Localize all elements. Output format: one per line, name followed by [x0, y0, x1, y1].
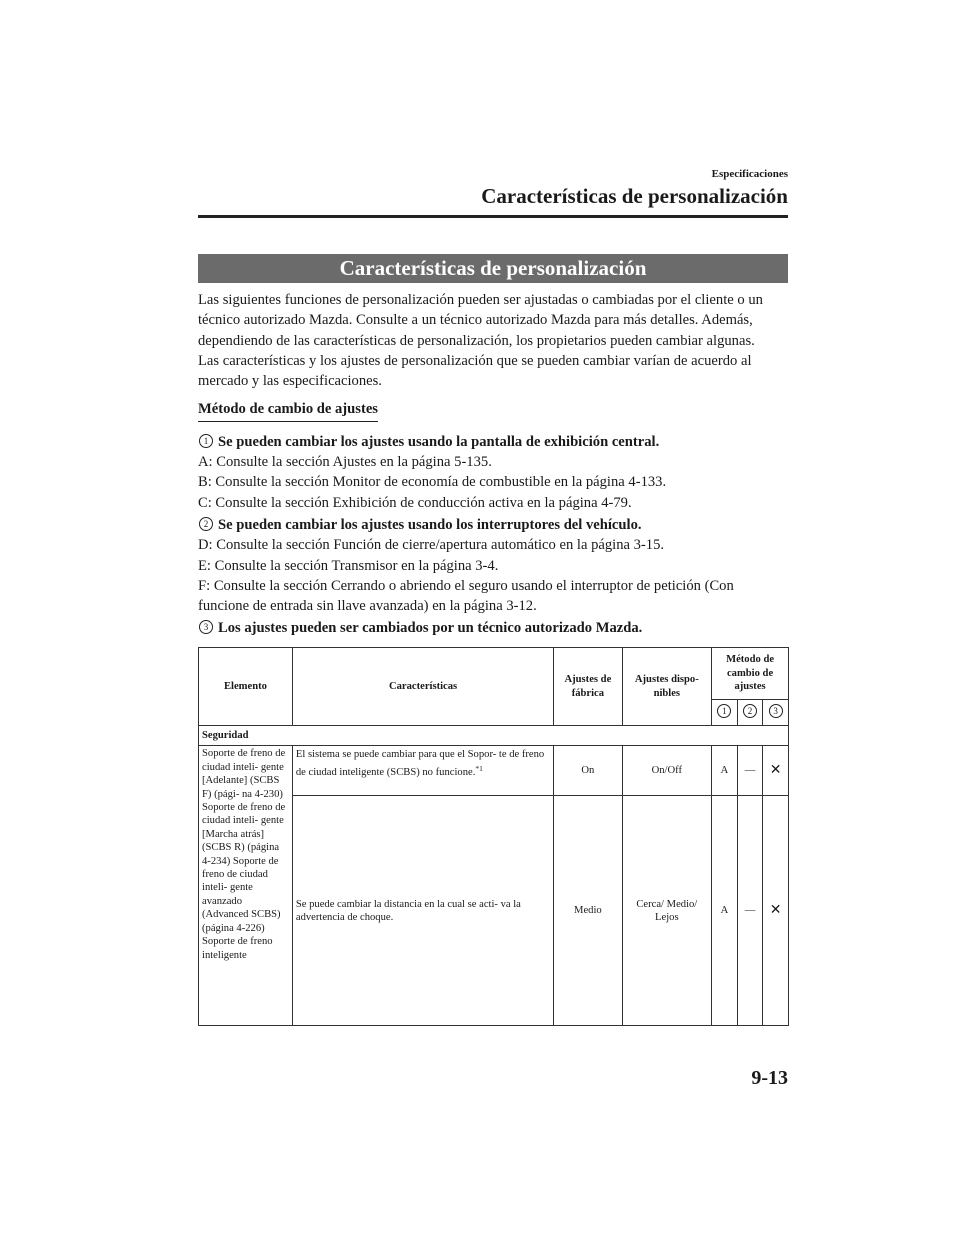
body-text [198, 290, 788, 639]
circled-number-2-icon: 2 [199, 517, 213, 531]
dash-icon: — [737, 796, 763, 1026]
method-1-value: A [712, 746, 738, 796]
header-elemento: Elemento [199, 648, 293, 726]
intro-paragraph-1: Las siguientes funciones de personalización pueden ser ajustadas o cambiadas por el cliente o un técnico autorizado Mazda. Consulte a un técnico autorizado Mazda para más detalles. Además, dependiendo de las características de personalización, los propietarios pueden cambiar algunas. [198, 292, 763, 349]
page-number: 9-13 [751, 1067, 788, 1089]
header-rule [198, 215, 788, 218]
customization-table [198, 647, 789, 1026]
circled-number-3-icon: 3 [769, 704, 783, 718]
feature-text: El sistema se puede cambiar para que el Sopor- te de freno de ciudad inteligente (SCBS) no funcione. [295, 749, 545, 778]
header-method-1-cell [712, 700, 738, 726]
table-row [199, 746, 789, 796]
method-subheading: Método de cambio de ajustes [198, 399, 378, 421]
intro-paragraph-2: Las características y los ajustes de personalización que se pueden cambiar varían de acuerdo al mercado y las especificaciones. [198, 352, 752, 390]
method-3-title: Los ajustes pueden ser cambiados por un técnico autorizado Mazda. [218, 620, 643, 637]
element-cell: Soporte de freno de ciudad inteli- gente [Adelante] (SCBS F) (pági- na 4-230) Soporte de freno de ciudad inteli- gente [Marcha atrás] (SCBS R) (página 4-234) Soporte de freno de ciudad inteli- gente avanzado (Advanced SCBS) (página 4-226) Soporte de freno inteligente [199, 746, 293, 1026]
header-metodo: Método de cambio de ajustes [712, 648, 789, 700]
method-line-d: D: Consulte la sección Función de cierre/apertura automático en la página 3-15. [198, 537, 665, 554]
method-2-heading [198, 515, 788, 535]
header-method-2-cell [737, 700, 763, 726]
footnote-marker: *1 [475, 763, 483, 773]
header-fabrica: Ajustes de fábrica [554, 648, 622, 726]
group-row-seguridad: Seguridad [199, 726, 789, 746]
header-caracteristicas: Características [292, 648, 553, 726]
circled-number-2-icon: 2 [743, 704, 757, 718]
circled-number-1-icon: 1 [717, 704, 731, 718]
method-line-a: A: Consulte la sección Ajustes en la página 5-135. [198, 454, 492, 471]
method-2-title: Se pueden cambiar los ajustes usando los interruptores del vehículo. [218, 516, 642, 533]
method-line-c: C: Consulte la sección Exhibición de conducción activa en la página 4-79. [198, 494, 632, 511]
factory-setting-cell: On [554, 746, 622, 796]
section-title-band: Características de personalización [198, 254, 788, 283]
running-header-title: Características de personalización [481, 184, 788, 208]
method-line-b: B: Consulte la sección Monitor de economía de combustible en la página 4-133. [198, 474, 667, 491]
running-header-section: Especificaciones [711, 168, 788, 180]
factory-setting-cell: Medio [554, 796, 622, 1026]
available-settings-cell: Cerca/ Medio/ Lejos [622, 796, 712, 1026]
circled-number-1-icon: 1 [199, 434, 213, 448]
method-line-f: F: Consulte la sección Cerrando o abriendo el seguro usando el interruptor de petición (Con funcione de entrada sin llave avanzada) en la página 3-12. [198, 577, 734, 615]
cross-icon: ✕ [763, 796, 789, 1026]
method-3-heading [198, 618, 788, 638]
method-line-e: E: Consulte la sección Transmisor en la página 3-4. [198, 557, 499, 574]
dash-icon: — [737, 746, 763, 796]
customization-table-wrap [198, 647, 789, 1026]
method-1-heading [198, 432, 788, 452]
feature-cell [292, 746, 553, 796]
method-1-title: Se pueden cambiar los ajustes usando la pantalla de exhibición central. [218, 433, 660, 450]
feature-cell: Se puede cambiar la distancia en la cual se acti- va la advertencia de choque. [292, 796, 553, 1026]
header-disponibles: Ajustes dispo- nibles [622, 648, 712, 726]
circled-number-3-icon: 3 [199, 620, 213, 634]
header-method-3-cell [763, 700, 789, 726]
method-1-value: A [712, 796, 738, 1026]
available-settings-cell: On/Off [622, 746, 712, 796]
cross-icon: ✕ [763, 746, 789, 796]
